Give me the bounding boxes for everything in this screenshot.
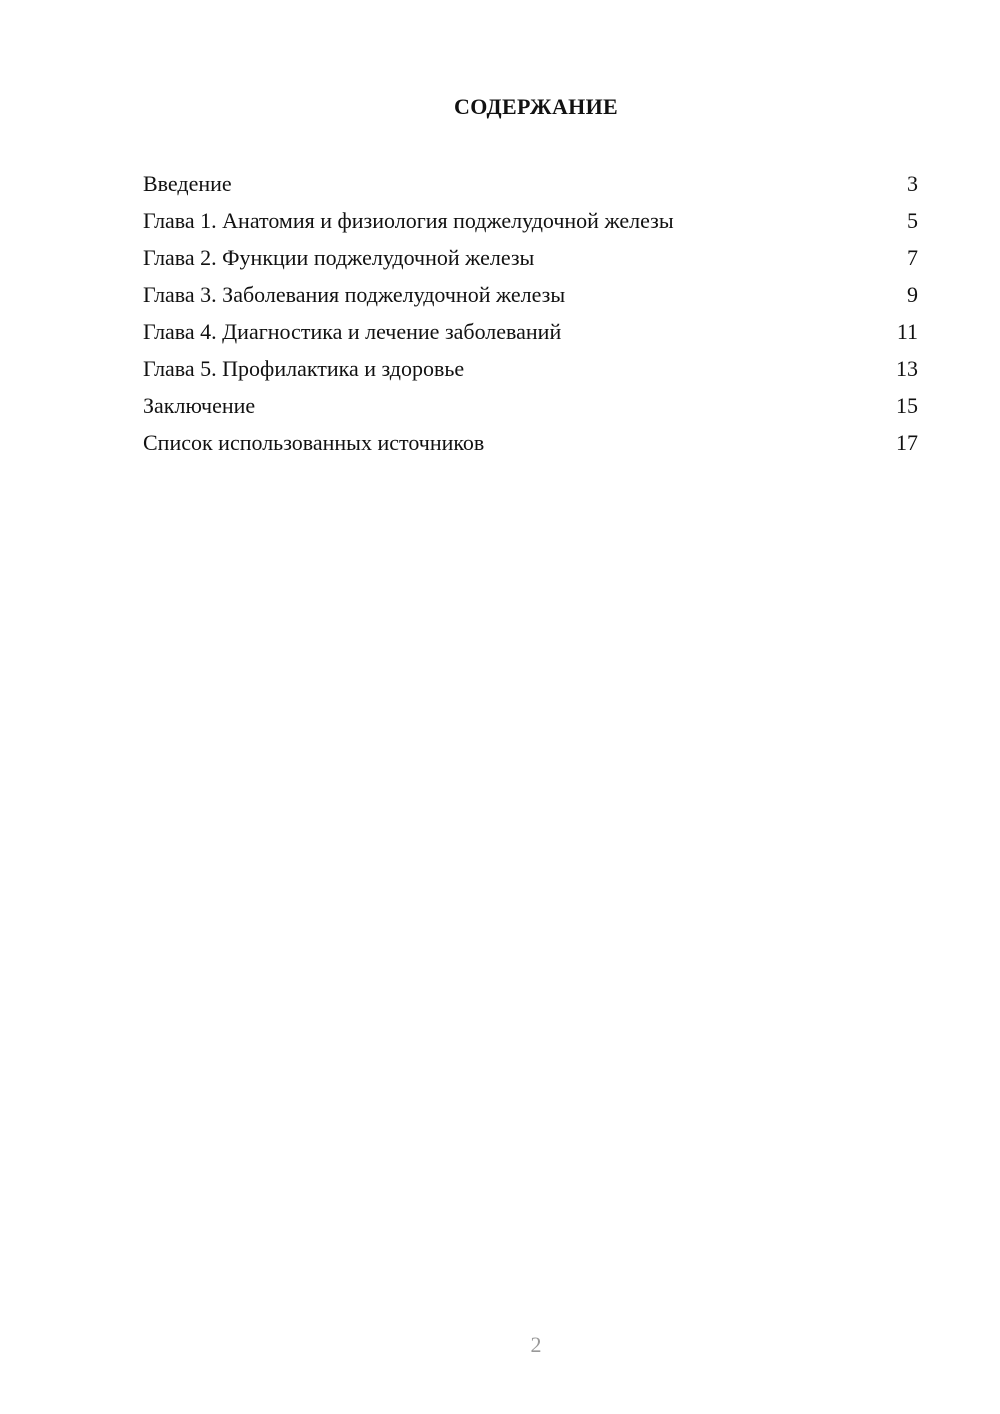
toc-entry-label: Глава 4. Диагностика и лечение заболеваний (143, 319, 562, 344)
toc-entry-page: 3 (907, 171, 918, 196)
toc-entry-chapter-5 (143, 354, 918, 391)
toc-entry-page: 15 (896, 393, 918, 418)
toc-entry-label: Глава 2. Функции поджелудочной железы (143, 245, 535, 270)
toc-entry-page: 5 (907, 208, 918, 233)
toc-entry-label: Введение (143, 171, 232, 196)
toc-entry-label: Глава 5. Профилактика и здоровье (143, 356, 465, 381)
toc-entry-page: 17 (896, 430, 918, 455)
toc-entry-page: 7 (907, 245, 918, 270)
toc-entry-label: Список использованных источников (143, 430, 485, 455)
toc-entry-chapter-3 (143, 280, 918, 317)
toc-entry-page: 9 (907, 282, 918, 307)
page-number: 2 (530, 1332, 542, 1357)
toc-entry-label: Глава 1. Анатомия и физиология поджелудочной железы (143, 208, 674, 233)
toc-entry-chapter-1 (143, 206, 918, 243)
toc-entry-introduction (143, 169, 918, 206)
toc-entry-label: Глава 3. Заболевания поджелудочной железы (143, 282, 566, 307)
toc-entry-page: 13 (896, 356, 918, 381)
toc-entry-conclusion (143, 391, 918, 428)
toc-entry-references (143, 428, 918, 465)
toc-entry-chapter-2 (143, 243, 918, 280)
toc-title: СОДЕРЖАНИЕ (454, 94, 618, 119)
table-of-contents (143, 169, 918, 465)
toc-entry-chapter-4 (143, 317, 918, 354)
toc-entry-page: 11 (896, 319, 918, 344)
toc-entry-label: Заключение (143, 393, 256, 418)
